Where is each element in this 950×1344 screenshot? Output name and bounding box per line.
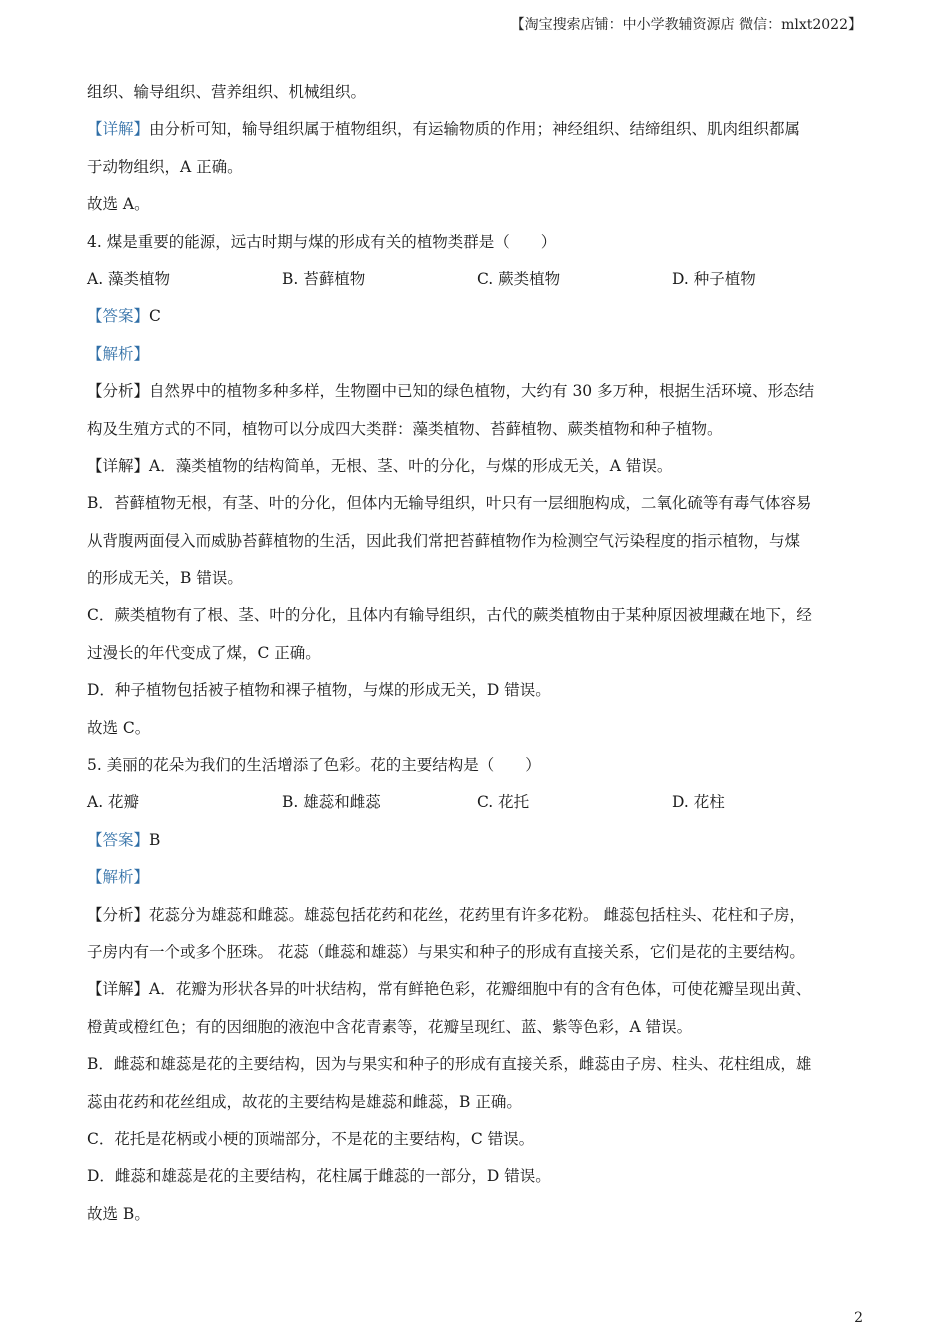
option-d: D. 种子植物 — [672, 269, 756, 288]
answer-value: C — [149, 307, 161, 326]
option-c: C. 花托 — [477, 793, 530, 812]
analysis-tag: 【分析】 — [87, 382, 150, 401]
text-line: D．种子植物包括被子植物和裸子植物，与煤的形成无关，D 错误。 — [87, 681, 551, 700]
question-4-options — [87, 261, 867, 298]
text-line: 构及生殖方式的不同，植物可以分成四大类群：藻类植物、苔藓植物、蕨类植物和种子植物。 — [87, 419, 723, 438]
answer-line — [87, 822, 867, 859]
detail-tag: 【详解】 — [87, 120, 150, 139]
document-body — [87, 74, 867, 1233]
text-line: 蕊由花药和花丝组成，故花的主要结构是雄蕊和雌蕊，B 正确。 — [87, 1092, 522, 1111]
analysis-tag: 【分析】 — [87, 905, 150, 924]
option-d: D. 花柱 — [672, 793, 725, 812]
text-line: C．蕨类植物有了根、茎、叶的分化，且体内有输导组织，古代的蕨类植物由于某种原因被埋藏在地下，经 — [87, 606, 812, 625]
option-a: A. 花瓣 — [87, 793, 140, 812]
text-line: 组织、输导组织、营养组织、机械组织。 — [87, 83, 367, 101]
question-5: 5. 美丽的花朵为我们的生活增添了色彩。花的主要结构是（ ） — [87, 756, 541, 775]
text-line: 橙黄或橙红色；有的因细胞的液泡中含花青素等，花瓣呈现红、蓝、紫等色彩，A 错误。 — [87, 1017, 693, 1036]
analysis-line — [87, 897, 867, 934]
answer-line — [87, 298, 867, 335]
conclusion-line: 故选 C。 — [87, 718, 151, 737]
text-line: 子房内有一个或多个胚珠。 花蕊（雌蕊和雄蕊）与果实和种子的形成有直接关系，它们是花的主要结构。 — [87, 942, 805, 961]
detail-text: 由分析可知，输导组织属于植物组织，有运输物质的作用；神经组织、结缔组织、肌肉组织都属 — [149, 120, 801, 139]
page-header: 【淘宝搜索店铺：中小学教辅资源店 微信：mlxt2022】 — [510, 17, 862, 33]
text-line: 从背腹两面侵入而威胁苔藓植物的生活，因此我们常把苔藓植物作为检测空气污染程度的指示植物，与煤 — [87, 531, 801, 550]
option-b: B. 苔藓植物 — [282, 269, 366, 288]
text-line: 于动物组织，A 正确。 — [87, 157, 243, 176]
option-b: B. 雄蕊和雌蕊 — [282, 793, 381, 812]
page-number: 2 — [854, 1310, 863, 1326]
question-5-options — [87, 784, 867, 821]
text-line: 的形成无关，B 错误。 — [87, 569, 243, 588]
detail-text: A．藻类植物的结构简单，无根、茎、叶的分化，与煤的形成无关，A 错误。 — [149, 456, 673, 475]
analysis-line — [87, 373, 867, 410]
question-4: 4. 煤是重要的能源，远古时期与煤的形成有关的植物类群是（ ） — [87, 232, 557, 251]
analysis-heading — [87, 336, 867, 373]
conclusion-line: 故选 A。 — [87, 195, 150, 214]
text-line: B．苔藓植物无根，有茎、叶的分化，但体内无输导组织，叶只有一层细胞构成，二氧化硫等有毒气体容易 — [87, 494, 812, 513]
analysis-text: 花蕊分为雄蕊和雌蕊。雄蕊包括花药和花丝，花药里有许多花粉。 雌蕊包括柱头、花柱和子房， — [149, 905, 805, 924]
analysis-heading — [87, 859, 867, 896]
text-line: 过漫长的年代变成了煤，C 正确。 — [87, 643, 321, 662]
option-c: C. 蕨类植物 — [477, 269, 561, 288]
answer-tag: 【答案】 — [87, 830, 150, 849]
answer-value: B — [149, 830, 161, 849]
answer-tag: 【答案】 — [87, 307, 150, 326]
analysis-text: 自然界中的植物多种多样，生物圈中已知的绿色植物，大约有 30 多万种，根据生活环境、形态结 — [149, 382, 815, 401]
text-line: C．花托是花柄或小梗的顶端部分，不是花的主要结构，C 错误。 — [87, 1129, 535, 1148]
detail-text: A．花瓣为形状各异的叶状结构，常有鲜艳色彩，花瓣细胞中有的含有色体，可使花瓣呈现出黄、 — [149, 980, 812, 999]
detail-tag: 【详解】 — [87, 980, 150, 999]
detail-line — [87, 448, 867, 485]
detail-line — [87, 971, 867, 1008]
detail-tag: 【详解】 — [87, 456, 150, 475]
detail-line — [87, 111, 867, 148]
analysis-tag: 【解析】 — [87, 868, 150, 887]
conclusion-line: 故选 B。 — [87, 1204, 150, 1223]
text-line: D．雌蕊和雄蕊是花的主要结构，花柱属于雌蕊的一部分，D 错误。 — [87, 1167, 551, 1186]
text-line: B．雌蕊和雄蕊是花的主要结构，因为与果实和种子的形成有直接关系，雌蕊由子房、柱头、花柱组成，雄 — [87, 1055, 812, 1074]
option-a: A. 藻类植物 — [87, 269, 171, 288]
analysis-tag: 【解析】 — [87, 344, 150, 363]
